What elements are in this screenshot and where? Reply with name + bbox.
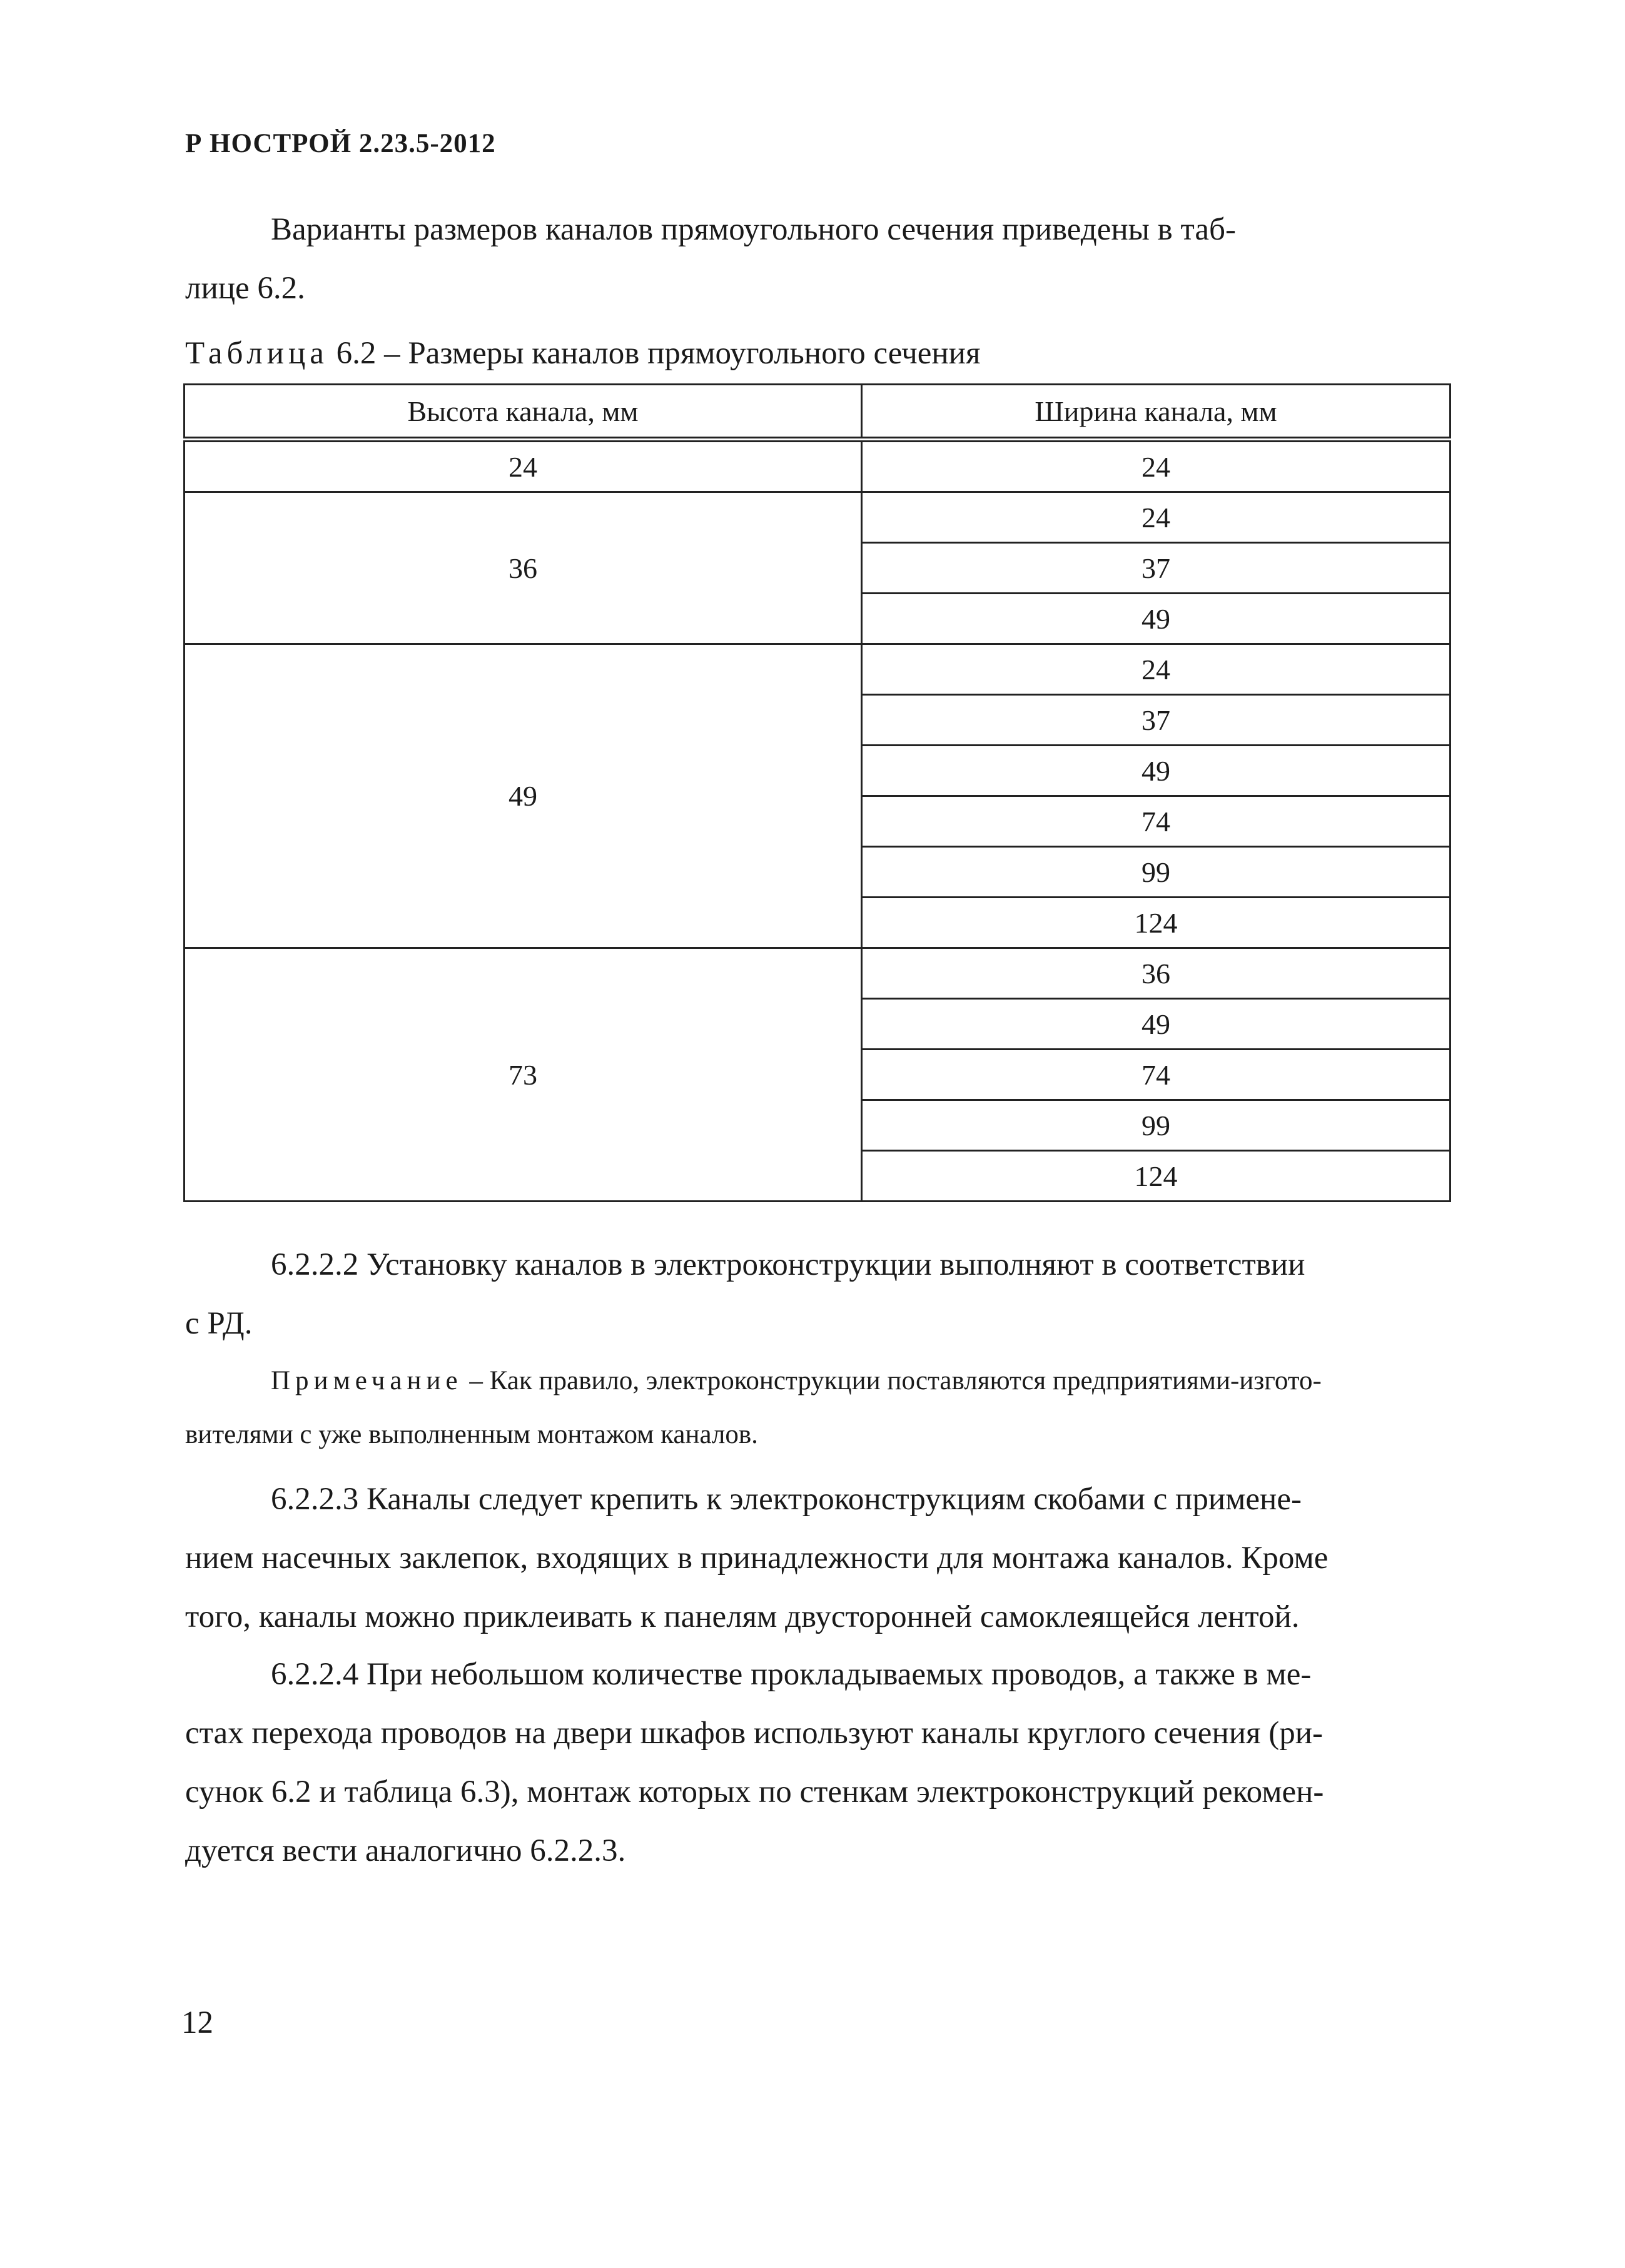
table-row (185, 492, 1450, 543)
document-code: Р НОСТРОЙ 2.23.5-2012 (185, 129, 496, 158)
table-row (185, 440, 1450, 492)
paragraph-line: того, каналы можно приклеивать к панелям двусторонней самоклеящейся лентой. (185, 1599, 1300, 1634)
width-cell: 37 (862, 695, 1450, 746)
width-cell: 74 (862, 796, 1450, 847)
width-cell: 99 (862, 1100, 1450, 1151)
paragraph-line: сунок 6.2 и таблица 6.3), монтаж которых по стенкам электроконструкций рекомен- (185, 1774, 1324, 1810)
paragraph-line: 6.2.2.2 Установку каналов в электроконструкции выполняют в соответствии (271, 1247, 1305, 1282)
intro-line-1: Варианты размеров каналов прямоугольного сечения приведены в таб- (271, 212, 1236, 247)
paragraph-6-2-2-3 (185, 1470, 1449, 1646)
note-label: Примечание (271, 1366, 463, 1395)
height-cell: 73 (185, 948, 862, 1202)
note-line-2: вителями с уже выполненным монтажом каналов. (185, 1420, 758, 1449)
table-caption-label: Таблица (185, 336, 328, 371)
note (185, 1354, 1451, 1462)
table-caption (185, 332, 980, 375)
width-cell: 36 (862, 948, 1450, 999)
intro-paragraph (185, 200, 1449, 318)
table-row (185, 948, 1450, 999)
width-cell: 99 (862, 847, 1450, 898)
width-cell: 49 (862, 594, 1450, 644)
paragraph-line: дуется вести аналогично 6.2.2.3. (185, 1833, 626, 1868)
paragraph-line: стах перехода проводов на двери шкафов используют каналы круглого сечения (ри- (185, 1716, 1323, 1751)
paragraph-line: 6.2.2.4 При небольшом количестве прокладываемых проводов, а также в ме- (271, 1657, 1312, 1692)
width-cell: 49 (862, 746, 1450, 796)
width-cell: 24 (862, 440, 1450, 492)
paragraph-6-2-2-2 (185, 1235, 1449, 1353)
table-caption-text: 6.2 – Размеры каналов прямоугольного сечения (328, 336, 981, 371)
width-cell: 124 (862, 898, 1450, 948)
width-cell: 74 (862, 1050, 1450, 1100)
paragraph-6-2-2-4 (185, 1645, 1449, 1880)
column-header-height: Высота канала, мм (185, 385, 862, 440)
note-text: – Как правило, электроконструкции поставляются предприятиями-изгото- (462, 1366, 1322, 1395)
height-cell: 49 (185, 644, 862, 948)
column-header-width: Ширина канала, мм (862, 385, 1450, 440)
paragraph-line: 6.2.2.3 Каналы следует крепить к электроконструкциям скобами с примене- (271, 1482, 1302, 1517)
table-row (185, 644, 1450, 695)
paragraph-line: нием насечных заклепок, входящих в принадлежности для монтажа каналов. Кроме (185, 1541, 1329, 1576)
note-line-1 (185, 1354, 1451, 1408)
width-cell: 124 (862, 1151, 1450, 1202)
width-cell: 37 (862, 543, 1450, 594)
page-number: 12 (181, 2005, 213, 2040)
height-cell: 24 (185, 440, 862, 492)
width-cell: 24 (862, 492, 1450, 543)
intro-line-2: лице 6.2. (185, 271, 305, 306)
width-cell: 49 (862, 999, 1450, 1050)
height-cell: 36 (185, 492, 862, 644)
paragraph-line: с РД. (185, 1306, 253, 1341)
width-cell: 24 (862, 644, 1450, 695)
channel-size-table (183, 383, 1451, 1202)
